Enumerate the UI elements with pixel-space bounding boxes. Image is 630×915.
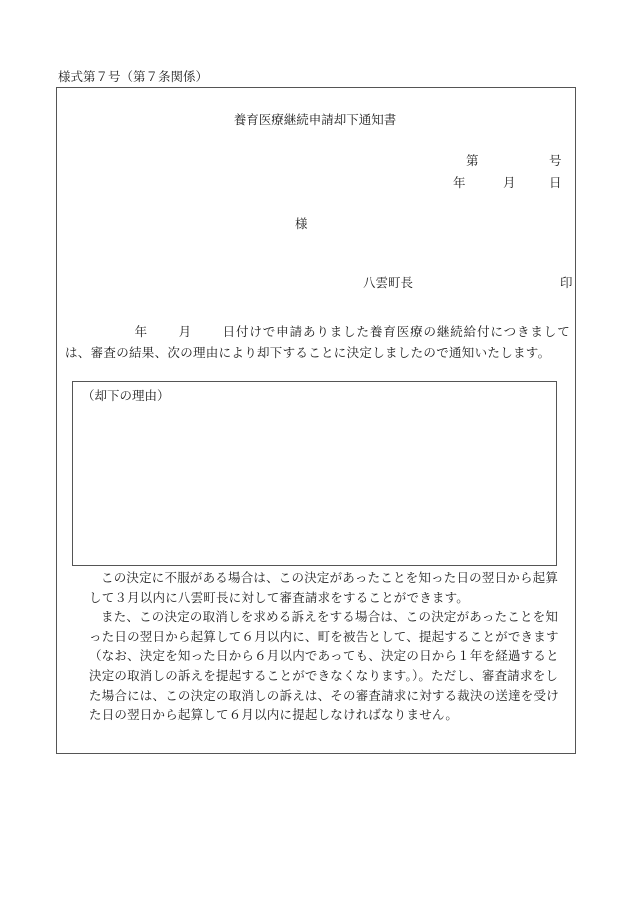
addressee-suffix: 様 [295, 216, 308, 231]
date-month-label: 月 [503, 175, 516, 190]
rejection-reason-box [72, 381, 557, 566]
lawsuit-notice-paragraph: また、この決定の取消しを求める訴えをする場合は、この決定があったことを知った日の翌日から起算して６月以内に、町を被告として、提起することができます（なお、決定を知った日から６月以内であっても、決定の日から１年を経過すると決定の取消しの訴えを提起することができなくなります。）。ただし、審査請求をした場合には、この決定の取消しの訴えは、その審査請求に対する裁決の送達を受けた日の翌日から起算して６月以内に提起しなければなりません。 [89, 609, 559, 723]
body-year-label: 年 [134, 324, 148, 339]
document-number-prefix: 第 [466, 153, 479, 168]
seal-mark: 印 [560, 275, 573, 290]
body-paragraph [65, 322, 570, 363]
appeal-notice [65, 568, 570, 725]
date-day-label: 日 [549, 175, 562, 190]
document-number-suffix: 号 [549, 153, 562, 168]
document-title: 養育医療継続申請却下通知書 [233, 112, 397, 127]
form-number-label: 様式第７号（第７条関係） [58, 69, 209, 84]
date-year-label: 年 [453, 175, 466, 190]
rejection-reason-label: （却下の理由） [82, 388, 170, 403]
body-month-label: 月 [178, 324, 192, 339]
body-text: 日付けで申請ありました養育医療の継続給付につきましては、審査の結果、次の理由により却下することに決定しましたので通知いたします。 [65, 324, 570, 360]
issuer-name: 八雲町長 [363, 275, 414, 290]
appeal-notice-paragraph: この決定に不服がある場合は、この決定があったことを知った日の翌日から起算して３月以内に八雲町長に対して審査請求をすることができます。 [89, 570, 559, 605]
